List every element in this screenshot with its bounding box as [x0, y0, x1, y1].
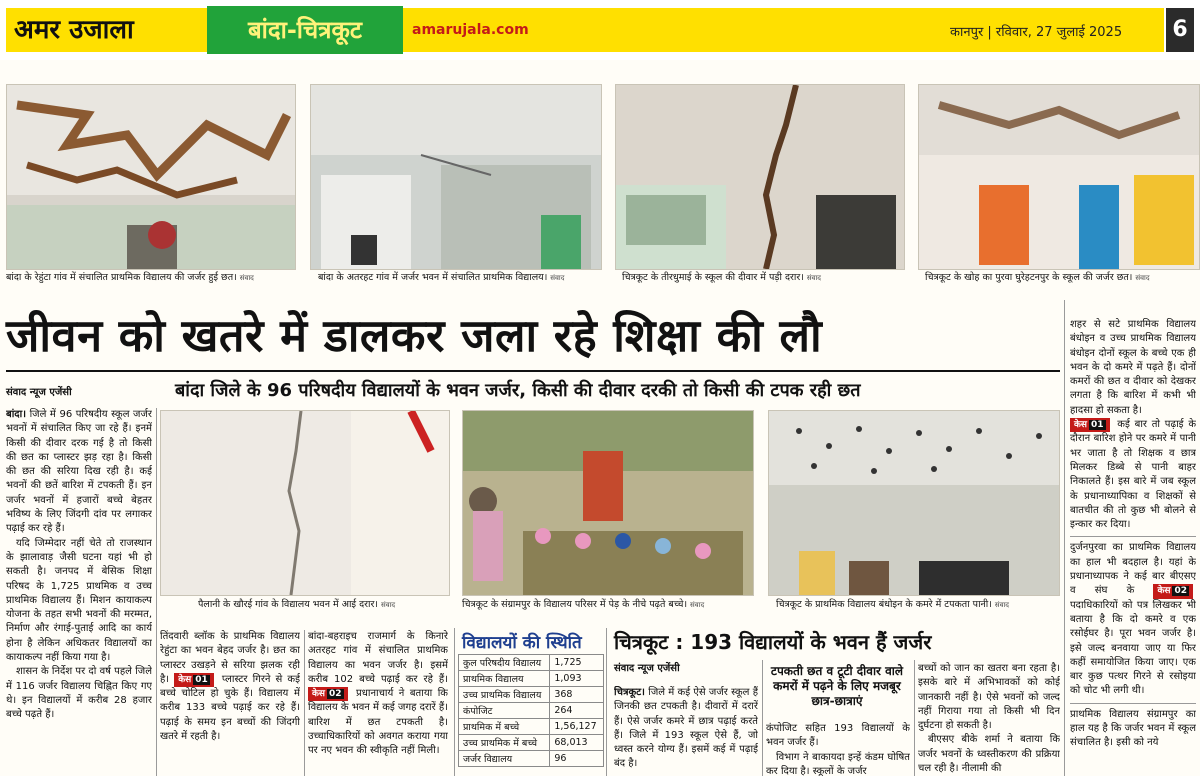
- article-paragraph: कई बार तो पढ़ाई के दौरान बारिश होने पर कमरे में पानी भर जाता है तो शिक्षक व छात्र मिलकर डिब्बे से पानी बाहर निकालते हैं। इस बारे में जब स्कूल के प्रधानाध्यापिका व शिक्षकों से बातचीत की तो कुछ भी बोलने से इन्कार कर दिया।: [1070, 419, 1196, 531]
- case-badge: केस 02: [308, 687, 348, 701]
- article-paragraph: जिले में 96 परिषदीय स्कूल जर्जर भवनों में संचालित किए जा रहे हैं। इनमें किसी की दीवार दरक गई है तो किसी की छत का प्लास्टर झड़ रहा है। किसी की छत की सरिया दिख रही है। कई भवनों की छतें बारिश में टपकती हैं। इन जर्जर भवनों में हजारों बच्चे बेहतर भविष्य के लिए जिंदगी दांव पर लगाकर पढ़ाई कर रहे हैं।: [6, 409, 152, 535]
- article-paragraph: पदाधिकारियों को पत्र लिखकर भी बताया है कि दो कमरे व एक रसोईघर है। पूरा भवन जर्जर है। इसे जल्द बनवाया जाए या फिर कहीं समायोजित किया जाए। एक बार कुछ पत्थर गिरने से रसोइया को चोट भी लगी थी।: [1070, 599, 1196, 697]
- article-paragraph: बांदा-बहराइच राजमार्ग के किनारे अतरहट गांव में संचालित प्राथमिक विद्यालय का भवन जर्जर है। इसमें करीब 102 बच्चे पढ़ाई कर रहे हैं।: [308, 631, 448, 685]
- article-paragraph: प्राथमिक विद्यालय संग्रामपुर का हाल यह है कि जर्जर भवन में स्कूल संचालित है। इसी को नये: [1070, 703, 1196, 751]
- photo-damaged-ceiling-room: [918, 84, 1200, 270]
- column-divider: [156, 408, 157, 776]
- caption-mid-2: चित्रकूट के संग्रामपुर के विद्यालय परिसर में पेड़ के नीचे पढ़ते बच्चे। संवाद: [462, 599, 705, 610]
- main-headline: जीवन को खतरे में डालकर जला रहे शिक्षा की लौ: [6, 309, 823, 362]
- dateline-lead: बांदा।: [6, 409, 26, 420]
- article-paragraph: शासन के निर्देश पर दो वर्ष पहले जिले में 116 जर्जर विद्यालय चिह्नित किए गए थे। इन विद्यालयों में करीब 28 हजार बच्चे पढ़ते हैं।: [6, 666, 152, 721]
- chitrakoot-subheadline: टपकती छत व टूटी दीवार वाले कमरों में पढ़ने के लिए मजबूर छात्र-छात्राएं: [770, 664, 904, 708]
- left-column-text: [6, 408, 152, 776]
- right-column-text: [1070, 318, 1196, 776]
- photo-image: [769, 411, 1059, 595]
- caption-top-4: चित्रकूट के खोह का पुरवा घुरेहटनपुर के स्कूल की जर्जर छत। संवाद: [925, 272, 1150, 283]
- chitrakoot-byline: संवाद न्यूज एजेंसी: [614, 663, 680, 674]
- stats-value: 1,56,127: [550, 719, 604, 735]
- stats-label: प्राथमिक विद्यालय: [459, 671, 550, 687]
- column-divider: [914, 660, 915, 776]
- case-02-block: [308, 630, 448, 776]
- caption-top-1: बांदा के रेहुंटा गांव में संचालित प्राथमिक विद्यालय की जर्जर हुई छत। संवाद: [6, 272, 254, 283]
- stats-row: [459, 719, 604, 735]
- chitrakoot-column-3: [918, 662, 1060, 776]
- subheadline: बांदा जिले के 96 परिषदीय विद्यालयों के भवन जर्जर, किसी की दीवार दरकी तो किसी की टपक रही छत: [175, 380, 861, 401]
- website-link[interactable]: amarujala.com: [412, 22, 529, 38]
- stats-row: [459, 703, 604, 719]
- case-badge: केस 01: [174, 673, 214, 687]
- stats-value: 1,725: [550, 655, 604, 671]
- photo-cracked-wall-close: [160, 410, 450, 596]
- stats-value: 68,013: [550, 735, 604, 751]
- stats-label: उच्च प्राथमिक विद्यालय: [459, 687, 550, 703]
- photo-cracked-ceiling: [6, 84, 296, 270]
- case-badge: केस 02: [1153, 584, 1193, 598]
- stats-row: [459, 655, 604, 671]
- caption-top-2: बांदा के अतरहट गांव में जर्जर भवन में संचालित प्राथमिक विद्यालय। संवाद: [318, 272, 565, 283]
- case-01-block: [160, 630, 300, 776]
- stats-label: कंपोजिट: [459, 703, 550, 719]
- stats-table: [458, 654, 604, 767]
- column-divider: [762, 660, 763, 776]
- byline: संवाद न्यूज एजेंसी: [6, 387, 72, 398]
- stats-value: 368: [550, 687, 604, 703]
- article-paragraph: कंपोजिट सहित 193 विद्यालयों के भवन जर्जर हैं।: [766, 723, 910, 749]
- photo-old-classroom: [310, 84, 602, 270]
- article-paragraph: जिले में कई ऐसे जर्जर स्कूल हैं जिनकी छत टपकती है। दीवारों में दरारें हैं। ऐसे जर्जर कमरे में छात्र पढ़ाई करते हैं। जिले में 193 स्कूल ऐसे हैं, जो ध्वस्त करने योग्य हैं। इसमें कई में पढ़ाई बंद है।: [614, 687, 758, 770]
- caption-mid-3: चित्रकूट के प्राथमिक विद्यालय बंधोइन के कमरे में टपकता पानी। संवाद: [776, 599, 1010, 610]
- article-paragraph: विभाग ने बाकायदा इन्हें कंडम घोषित कर दिया है। स्कूलों के जर्जर: [766, 751, 910, 776]
- article-paragraph: बीएसए बीके शर्मा ने बताया कि जर्जर भवनों के ध्वस्तीकरण की प्रक्रिया चल रही है। नीलामी की: [918, 734, 1060, 775]
- page-number: 6: [1166, 8, 1194, 52]
- stats-value: 264: [550, 703, 604, 719]
- photo-image: [616, 85, 904, 269]
- headline-rule: [6, 370, 1060, 372]
- dateline-lead: चित्रकूट।: [614, 687, 645, 698]
- chitrakoot-column-1: [614, 686, 758, 776]
- column-divider: [606, 628, 607, 776]
- stats-value: 96: [550, 751, 604, 767]
- stats-label: कुल परिषदीय विद्यालय: [459, 655, 550, 671]
- stats-label: प्राथमिक में बच्चे: [459, 719, 550, 735]
- article-paragraph: प्लास्टर गिरने से कई बच्चे चोटिल हो चुके हैं। विद्यालय में करीब 133 बच्चे पढ़ाई कर रहे हैं। पढ़ाई के समय इन बच्चों की जिंदगी खतरे में रहती है।: [160, 673, 300, 743]
- photo-wall-crack: [615, 84, 905, 270]
- stats-label: उच्च प्राथमिक में बच्चे: [459, 735, 550, 751]
- chitrakoot-column-2: [766, 722, 910, 776]
- stats-row: [459, 687, 604, 703]
- stats-value: 1,093: [550, 671, 604, 687]
- photo-image: [919, 85, 1199, 269]
- stats-label: जर्जर विद्यालय: [459, 751, 550, 767]
- column-divider: [304, 630, 305, 776]
- article-paragraph: प्रधानाचार्य ने बताया कि विद्यालय के भवन में कई जगह दरारें हैं। बारिश में छत टपकती है। उच्चाधिकारियों को अवगत कराया गया पर नए भवन की स्वीकृति नहीं मिली।: [308, 688, 448, 757]
- edition-label: बांदा-चित्रकूट: [207, 6, 403, 54]
- caption-mid-1: पैलानी के खौरई गांव के विद्यालय भवन में आई दरार। संवाद: [198, 599, 396, 610]
- chitrakoot-headline: चित्रकूट : 193 विद्यालयों के भवन हैं जर्जर: [614, 630, 932, 654]
- column-divider: [454, 628, 455, 776]
- article-paragraph: दुर्जनपुरवा का प्राथमिक विद्यालय का हाल भी बदहाल है। यहां के प्रधानाध्यापक ने कई बार बीएसए व संघ के: [1070, 542, 1196, 597]
- photo-image: [463, 411, 753, 595]
- case-badge: केस 01: [1070, 418, 1110, 432]
- stats-title: विद्यालयों की स्थिति: [462, 633, 582, 653]
- caption-top-3: चित्रकूट के तीरधुमाई के स्कूल की दीवार में पड़ी दरार। संवाद: [622, 272, 821, 283]
- article-paragraph: शहर से सटे प्राथमिक विद्यालय बंधोइन व उच्च प्राथमिक विद्यालय बंधोइन दोनों स्कूल के बच्चे एक ही भवन के दो कमरे में पढ़ते हैं। दोनों कमरों की छत व दीवार को देखकर लगता है कि बारिश में कभी भी हादसा हो सकता है।: [1070, 319, 1196, 416]
- article-paragraph: तिंदवारी ब्लॉक के प्राथमिक विद्यालय रेहुंटा का भवन बेहद जर्जर है। छत का प्लास्टर उखड़ने से सरिया झलक रही है।: [160, 631, 300, 685]
- stats-row: [459, 735, 604, 751]
- photo-image: [311, 85, 601, 269]
- article-paragraph: बच्चों को जान का खतरा बना रहता है। इसके बारे में अभिभावकों को कोई जानकारी नहीं है। ऐसे भवनों को जल्द नहीं गिराया गया तो किसी भी दिन दुर्घटना हो सकती है।: [918, 663, 1060, 732]
- article-paragraph: यदि जिम्मेदार नहीं चेते तो राजस्थान के झालावाड़ जैसी घटना यहां भी हो सकती है। जनपद में बेसिक शिक्षा परिषद के 1,725 प्राथमिक व उच्च प्राथमिक विद्यालय हैं। मिशन कायाकल्प योजना के तहत सभी भवनों की मरम्मत, निर्माण और रंगाई-पुताई आदि का कार्य होना है लेकिन अधिकतर विद्यालयों का कायाकल्प नहीं किया गया है।: [6, 537, 152, 664]
- stats-row: [459, 751, 604, 767]
- photo-leaking-classroom: [768, 410, 1060, 596]
- dateline: कानपुर | रविवार, 27 जुलाई 2025: [950, 25, 1123, 40]
- newspaper-logo: अमर उजाला: [14, 15, 134, 45]
- stats-row: [459, 671, 604, 687]
- photo-students-under-tree: [462, 410, 754, 596]
- column-divider: [1064, 300, 1065, 776]
- photo-image: [7, 85, 295, 269]
- photo-image: [161, 411, 449, 595]
